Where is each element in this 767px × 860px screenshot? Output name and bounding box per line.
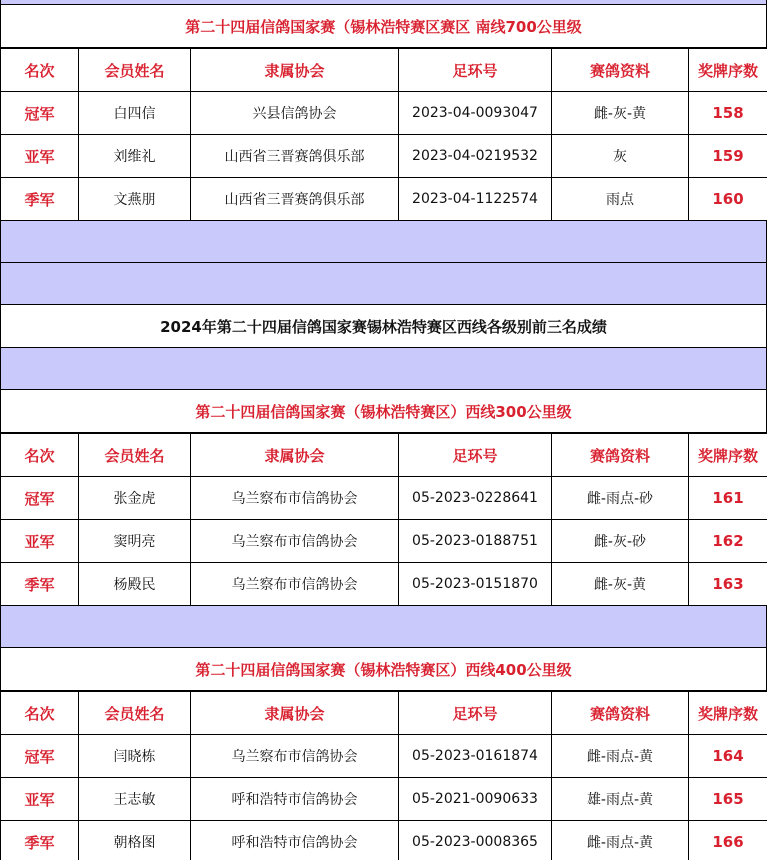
pigeon-info-cell: 雌-灰-砂 — [552, 520, 689, 563]
spacer-band — [0, 263, 767, 305]
association-cell: 乌兰察布市信鸽协会 — [191, 477, 399, 520]
spacer-band — [0, 348, 767, 390]
header-ring-number: 足环号 — [399, 692, 552, 735]
medal-number-cell: 163 — [689, 563, 767, 606]
ring-number-cell: 05-2023-0151870 — [399, 563, 552, 606]
pigeon-info-cell: 雨点 — [552, 178, 689, 221]
medal-number-cell: 166 — [689, 821, 767, 860]
table-row — [1, 92, 767, 135]
header-member-name: 会员姓名 — [79, 49, 191, 92]
medal-number-cell: 159 — [689, 135, 767, 178]
table-row — [1, 135, 767, 178]
medal-number-cell: 160 — [689, 178, 767, 221]
header-rank: 名次 — [1, 692, 79, 735]
ring-number-cell: 05-2021-0090633 — [399, 778, 552, 821]
header-association: 隶属协会 — [191, 434, 399, 477]
rank-cell: 季军 — [1, 178, 79, 221]
member-name-cell: 王志敏 — [79, 778, 191, 821]
association-cell: 山西省三晋赛鸽俱乐部 — [191, 135, 399, 178]
pigeon-info-cell: 灰 — [552, 135, 689, 178]
header-member-name: 会员姓名 — [79, 434, 191, 477]
header-medal-number: 奖牌序数 — [689, 434, 767, 477]
spacer-band — [0, 606, 767, 648]
rank-cell: 冠军 — [1, 92, 79, 135]
member-name-cell: 杨殿民 — [79, 563, 191, 606]
header-pigeon-info: 赛鸽资料 — [552, 49, 689, 92]
pigeon-info-cell: 雌-雨点-砂 — [552, 477, 689, 520]
header-ring-number: 足环号 — [399, 434, 552, 477]
section-title-west-300: 第二十四届信鸽国家赛（锡林浩特赛区）西线300公里级 — [0, 390, 767, 433]
ring-number-cell: 05-2023-0188751 — [399, 520, 552, 563]
member-name-cell: 窦明亮 — [79, 520, 191, 563]
header-medal-number: 奖牌序数 — [689, 692, 767, 735]
table-row — [1, 563, 767, 606]
rank-cell: 冠军 — [1, 735, 79, 778]
rank-cell: 亚军 — [1, 135, 79, 178]
member-name-cell: 白四信 — [79, 92, 191, 135]
member-name-cell: 闫晓栋 — [79, 735, 191, 778]
member-name-cell: 文燕朋 — [79, 178, 191, 221]
rank-cell: 季军 — [1, 563, 79, 606]
medal-number-cell: 165 — [689, 778, 767, 821]
rank-cell: 冠军 — [1, 477, 79, 520]
results-table-west-400 — [0, 691, 767, 860]
rank-cell: 亚军 — [1, 778, 79, 821]
pigeon-info-cell: 雌-灰-黄 — [552, 92, 689, 135]
association-cell: 呼和浩特市信鸽协会 — [191, 821, 399, 860]
ring-number-cell: 2023-04-0093047 — [399, 92, 552, 135]
table-row — [1, 178, 767, 221]
ring-number-cell: 2023-04-1122574 — [399, 178, 552, 221]
ring-number-cell: 2023-04-0219532 — [399, 135, 552, 178]
spacer-band — [0, 221, 767, 263]
medal-number-cell: 158 — [689, 92, 767, 135]
table-row — [1, 520, 767, 563]
association-cell: 乌兰察布市信鸽协会 — [191, 563, 399, 606]
association-cell: 乌兰察布市信鸽协会 — [191, 735, 399, 778]
header-rank: 名次 — [1, 49, 79, 92]
header-pigeon-info: 赛鸽资料 — [552, 434, 689, 477]
medal-number-cell: 162 — [689, 520, 767, 563]
pigeon-info-cell: 雌-灰-黄 — [552, 563, 689, 606]
table-header-row — [1, 692, 767, 735]
header-pigeon-info: 赛鸽资料 — [552, 692, 689, 735]
pigeon-info-cell: 雌-雨点-黄 — [552, 821, 689, 860]
ring-number-cell: 05-2023-0161874 — [399, 735, 552, 778]
association-cell: 兴县信鸽协会 — [191, 92, 399, 135]
header-association: 隶属协会 — [191, 49, 399, 92]
section-title-south-700: 第二十四届信鸽国家赛（锡林浩特赛区赛区 南线700公里级 — [0, 5, 767, 48]
west-line-heading: 2024年第二十四届信鸽国家赛锡林浩特赛区西线各级别前三名成绩 — [0, 305, 767, 348]
rank-cell: 亚军 — [1, 520, 79, 563]
table-row — [1, 821, 767, 860]
rank-cell: 季军 — [1, 821, 79, 860]
header-rank: 名次 — [1, 434, 79, 477]
member-name-cell: 张金虎 — [79, 477, 191, 520]
pigeon-info-cell: 雌-雨点-黄 — [552, 735, 689, 778]
header-member-name: 会员姓名 — [79, 692, 191, 735]
medal-number-cell: 164 — [689, 735, 767, 778]
results-table-west-300 — [0, 433, 767, 606]
section-title-west-400: 第二十四届信鸽国家赛（锡林浩特赛区）西线400公里级 — [0, 648, 767, 691]
header-medal-number: 奖牌序数 — [689, 49, 767, 92]
ring-number-cell: 05-2023-0008365 — [399, 821, 552, 860]
ring-number-cell: 05-2023-0228641 — [399, 477, 552, 520]
table-row — [1, 735, 767, 778]
member-name-cell: 朝格图 — [79, 821, 191, 860]
member-name-cell: 刘维礼 — [79, 135, 191, 178]
table-row — [1, 477, 767, 520]
results-table-south-700 — [0, 48, 767, 221]
table-row — [1, 778, 767, 821]
association-cell: 呼和浩特市信鸽协会 — [191, 778, 399, 821]
association-cell: 山西省三晋赛鸽俱乐部 — [191, 178, 399, 221]
association-cell: 乌兰察布市信鸽协会 — [191, 520, 399, 563]
pigeon-info-cell: 雄-雨点-黄 — [552, 778, 689, 821]
medal-number-cell: 161 — [689, 477, 767, 520]
header-ring-number: 足环号 — [399, 49, 552, 92]
table-header-row — [1, 49, 767, 92]
header-association: 隶属协会 — [191, 692, 399, 735]
table-header-row — [1, 434, 767, 477]
